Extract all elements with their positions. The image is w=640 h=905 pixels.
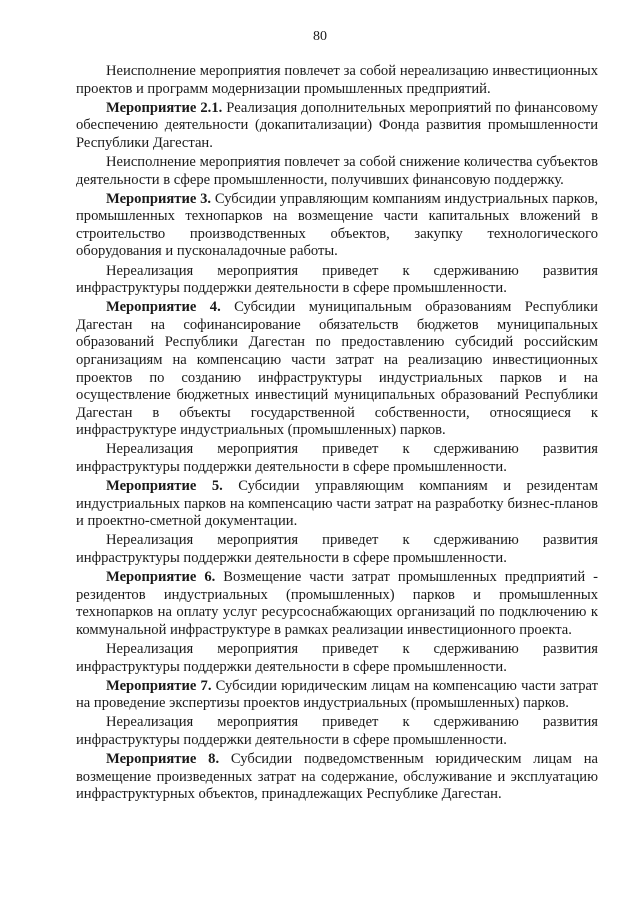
paragraph-measure-7 — [76, 678, 598, 713]
paragraph-lead: Мероприятие 4. — [106, 299, 221, 316]
document-body — [76, 63, 598, 804]
paragraph-text: Субсидии управляющим компаниям и резидентам индустриальных парков на компенсацию части затрат на разработку бизнес-планов и проектно-сметной документации. — [76, 478, 598, 530]
paragraph-measure-8 — [76, 751, 598, 804]
paragraph-measure-3 — [76, 191, 598, 261]
paragraph-text: Субсидии подведомственным юридическим лицам на возмещение произведенных затрат на содержание, обслуживание и эксплуатацию инфраструктурных объектов, принадлежащих Республике Дагестан. — [76, 751, 598, 803]
paragraph-nonrealization-5 — [76, 532, 598, 567]
paragraph-measure-4 — [76, 299, 598, 440]
paragraph-text: Неисполнение мероприятия повлечет за собой снижение количества субъектов деятельности в сфере промышленности, получивших финансовую поддержку. — [76, 153, 598, 188]
paragraph-text: Нереализация мероприятия приведет к сдерживанию развития инфраструктуры поддержки деятельности в сфере промышленности. — [76, 714, 598, 748]
paragraph-text: Нереализация мероприятия приведет к сдерживанию развития инфраструктуры поддержки деятельности в сфере промышленности. — [76, 641, 598, 675]
paragraph-text: Возмещение части затрат промышленных предприятий - резидентов индустриальных (промышленных) парков и промышленных технопарков на оплату услуг ресурсоснабжающих организаций по подключению к коммунальной инфраструктуре в рамках реализации инвестиционного проекта. — [76, 569, 598, 638]
paragraph-lead: Мероприятие 6. — [106, 569, 216, 586]
paragraph-text: Нереализация мероприятия приведет к сдерживанию развития инфраструктуры поддержки деятельности в сфере промышленности. — [76, 532, 598, 567]
paragraph-measure-2-1 — [76, 100, 598, 153]
paragraph-text: Неисполнение мероприятия повлечет за собой нереализацию инвестиционных проектов и программ модернизации промышленных предприятий. — [76, 63, 598, 97]
paragraph-text: Нереализация мероприятия приведет к сдерживанию развития инфраструктуры поддержки деятельности в сфере промышленности. — [76, 262, 598, 297]
paragraph-text: Субсидии муниципальным образованиям Республики Дагестан на софинансирование обязательств бюджетов муниципальных образований Республики Дагестан по предоставлению субсидий российским организациям на компенсацию части затрат на реализацию инвестиционных проектов по созданию инфраструктуры индустриальных парков и на осуществление бюджетных инвестиций муниципальных образований Республики Дагестан в объекты государственной собственности, относящиеся к инфраструктуре индустриальных (промышленных) парков. — [76, 299, 598, 439]
paragraph-text: Субсидии управляющим компаниям индустриальных парков, промышленных технопарков на возмещение части капитальных вложений в строительство производственных объектов, закупку технологического оборудования и пусконаладочные работы. — [76, 190, 598, 260]
paragraph-lead: Мероприятие 8. — [106, 751, 220, 768]
paragraph-lead: Мероприятие 7. — [106, 677, 212, 694]
paragraph-nonrealization-7 — [76, 714, 598, 749]
paragraph-text: Реализация дополнительных мероприятий по финансовому обеспечению деятельности (докапитализации) Фонда развития промышленности Республики Дагестан. — [76, 99, 599, 151]
paragraph-nonexecution-fund — [76, 154, 598, 189]
paragraph-text: Нереализация мероприятия приведет к сдерживанию развития инфраструктуры поддержки деятельности в сфере промышленности. — [76, 441, 598, 476]
paragraph-nonexecution-investment — [76, 63, 598, 98]
paragraph-lead: Мероприятие 5. — [106, 478, 223, 495]
paragraph-nonrealization-6 — [76, 641, 598, 676]
page-number: 80 — [313, 29, 327, 44]
paragraph-measure-5 — [76, 478, 598, 531]
paragraph-measure-6 — [76, 569, 598, 639]
paragraph-lead: Мероприятие 3. — [106, 190, 212, 207]
paragraph-nonrealization-4 — [76, 441, 598, 476]
paragraph-lead: Мероприятие 2.1. — [106, 99, 223, 116]
paragraph-nonrealization-3 — [76, 263, 598, 298]
paragraph-text: Субсидии юридическим лицам на компенсацию части затрат на проведение экспертизы проектов индустриальных (промышленных) парков. — [76, 677, 599, 712]
